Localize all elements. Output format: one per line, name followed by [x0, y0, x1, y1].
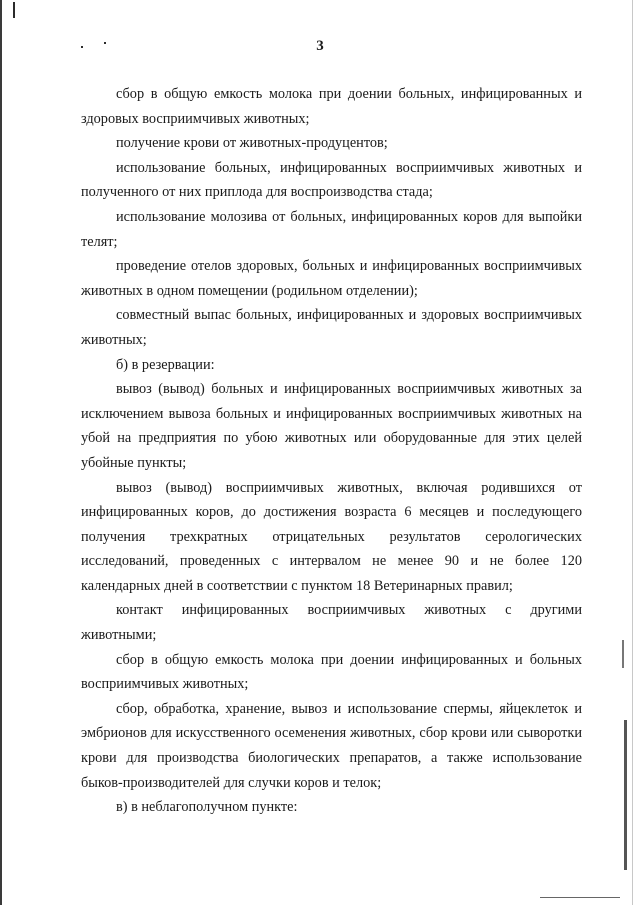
section-heading: в) в неблагополучном пункте:: [116, 799, 298, 816]
paragraph: получение крови от животных-продуцентов;: [116, 135, 388, 152]
paragraph: использование больных, инфицированных восприимчивых животных и полученного от них приплода для воспроизводства стада;: [81, 159, 582, 201]
section-heading: б) в резервации:: [116, 356, 215, 373]
paragraph: сбор в общую емкость молока при доении больных, инфицированных и здоровых восприимчивых животных;: [81, 86, 582, 127]
paragraph: сбор в общую емкость молока при доении инфицированных и больных восприимчивых животных;: [81, 651, 582, 693]
scan-speck: [13, 2, 15, 18]
scan-left-edge: [0, 0, 2, 905]
scan-streak: [622, 640, 624, 668]
paragraph: проведение отелов здоровых, больных и инфицированных восприимчивых животных в одном помещении (родильном отделении);: [81, 258, 582, 299]
paragraph: вывоз (вывод) больных и инфицированных восприимчивых животных за исключением вывоза больных и инфицированных восприимчивых животных на убой на предприятия по убою животных или оборудованные для этих целей убойные пункты;: [81, 381, 582, 471]
scan-streak: [540, 897, 620, 898]
scan-streak: [624, 720, 627, 870]
paragraph: сбор, обработка, хранение, вывоз и использование спермы, яйцеклеток и эмбрионов для искусственного осеменения животных, сбор крови или сыворотки крови для производства биологических препаратов, а также использование быков-производителей для случки коров и телок;: [81, 700, 582, 791]
body-text: [81, 82, 582, 820]
paragraph: использование молозива от больных, инфицированных коров для выпойки телят;: [81, 208, 582, 250]
paragraph: контакт инфицированных восприимчивых животных с другими животными;: [81, 602, 582, 644]
page-number: 3: [316, 38, 324, 54]
paragraph: совместный выпас больных, инфицированных и здоровых восприимчивых животных;: [81, 307, 582, 348]
paragraph: вывоз (вывод) восприимчивых животных, включая родившихся от инфицированных коров, до достижения возраста 6 месяцев и последующего получения трехкратных отрицательных результатов серологических исследований, проведенных с интервалом не менее 90 и не более 120 календарных дней в соответствии с пунктом 18 Ветеринарных правил;: [81, 479, 582, 594]
scan-right-edge: [632, 0, 633, 905]
